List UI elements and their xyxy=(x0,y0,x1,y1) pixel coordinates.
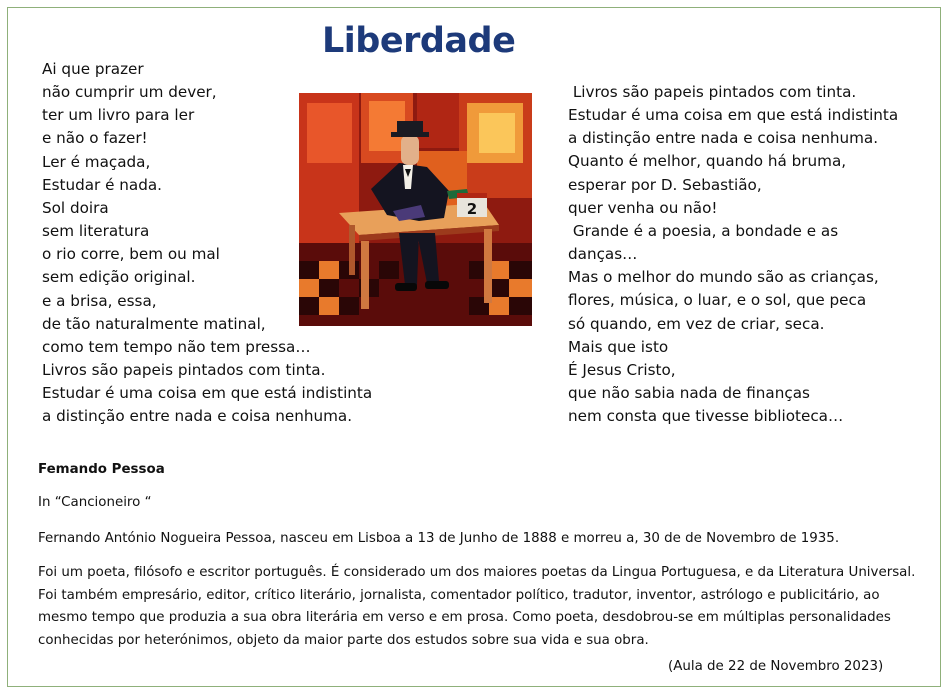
poem-line: não cumprir um dever, xyxy=(42,83,217,102)
poem-line: Livros são papeis pintados com tinta. xyxy=(42,361,326,380)
poem-line: Estudar é nada. xyxy=(42,175,162,194)
poem-line: como tem tempo não tem pressa… xyxy=(42,337,311,356)
description-line: mesmo tempo que produzia a sua obra literária em verso e em prosa. Como poeta, desdobrou-se em múltiplas personalidades xyxy=(38,610,891,626)
author-bio: Fernando António Nogueira Pessoa, nasceu em Lisboa a 13 de Junho de 1888 e morreu a, 30 de de Novembro de 1935. xyxy=(38,531,840,546)
poem-line: Estudar é uma coisa em que está indistinta xyxy=(42,384,373,403)
author-description xyxy=(38,562,915,652)
poem-line: Ler é maçada, xyxy=(42,152,151,171)
poem-line: o rio corre, bem ou mal xyxy=(42,245,220,264)
poem-line: Livros são papeis pintados com tinta. xyxy=(568,83,857,101)
poem-line: Mas o melhor do mundo são as crianças, xyxy=(568,268,879,287)
description-line: Foi um poeta, filósofo e escritor português. É considerado um dos maiores poetas da Lingua Portuguesa, e da Literatura Universal. xyxy=(38,565,916,580)
author-name: Femando Pessoa xyxy=(38,462,165,477)
poem-line: Estudar é uma coisa em que está indistinta xyxy=(568,106,899,125)
poem-line: nem consta que tivesse biblioteca… xyxy=(568,407,844,426)
page-title: Liberdade xyxy=(322,21,516,61)
book-source: In “Cancioneiro “ xyxy=(38,495,152,510)
poem-right-column xyxy=(568,81,898,428)
poem-line: ter um livro para ler xyxy=(42,106,195,125)
poem-line: e a brisa, essa, xyxy=(42,291,157,310)
poem-line: que não sabia nada de finanças xyxy=(568,384,810,403)
poem-line: só quando, em vez de criar, seca. xyxy=(568,314,825,333)
poem-line: sem literatura xyxy=(42,222,150,241)
poem-line: É Jesus Cristo, xyxy=(568,360,676,379)
poem-line: flores, música, o luar, e o sol, que peca xyxy=(568,291,867,310)
pessoa-painting xyxy=(299,93,532,326)
poem-line: quer venha ou não! xyxy=(568,198,718,217)
poem-line: a distinção entre nada e coisa nenhuma. xyxy=(42,407,353,426)
poem-line: danças… xyxy=(568,245,638,264)
description-line: conhecidas por heterónimos, objeto da maior parte dos estudos sobre sua vida e sua obra. xyxy=(38,632,649,648)
poem-line: sem edição original. xyxy=(42,268,196,287)
description-line: Foi também empresário, editor, crítico literário, jornalista, comentador político, tradutor, inventor, astrólogo e publicitário, ao xyxy=(38,587,880,603)
calendar-number: 2 xyxy=(466,200,478,218)
poem-line: Mais que isto xyxy=(568,337,669,356)
lesson-date: (Aula de 22 de Novembro 2023) xyxy=(668,659,884,674)
poem-line: e não o fazer! xyxy=(42,129,148,148)
poem-line: Ai que prazer xyxy=(42,60,144,78)
poem-line: de tão naturalmente matinal, xyxy=(42,314,266,333)
poem-line: Sol doira xyxy=(42,198,109,217)
poem-line: Grande é a poesia, a bondade e as xyxy=(568,221,839,240)
poem-line: a distinção entre nada e coisa nenhuma. xyxy=(568,129,879,148)
poem-line: Quanto é melhor, quando há bruma, xyxy=(568,152,847,171)
poem-line: esperar por D. Sebastião, xyxy=(568,175,762,194)
